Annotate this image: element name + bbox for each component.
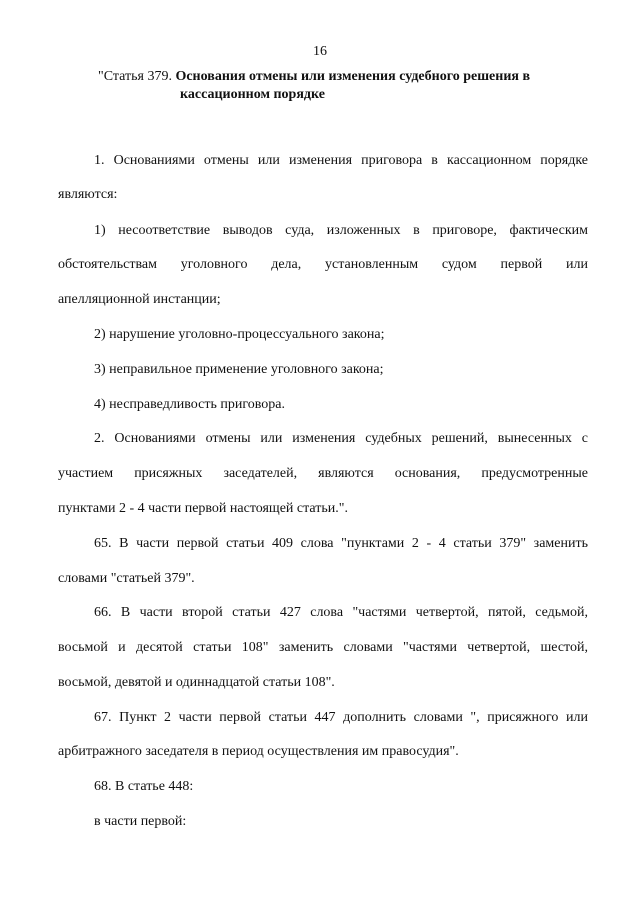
article-heading: [98, 68, 598, 104]
text-line: 1) несоответствие выводов суда, изложенных в приговоре, фактическим: [94, 223, 588, 238]
page-number: 16: [313, 44, 327, 59]
text-line: арбитражного заседателя в период осуществления им правосудия".: [58, 744, 459, 759]
text-line: являются:: [58, 187, 118, 202]
text-line: 2) нарушение уголовно-процессуального закона;: [94, 327, 385, 342]
article-title-line-1: Основания отмены или изменения судебного решения в: [175, 69, 531, 84]
text-line: 4) несправедливость приговора.: [94, 397, 285, 412]
text-line: 65. В части первой статьи 409 слова "пунктами 2 - 4 статьи 379" заменить: [94, 536, 588, 551]
text-line: 68. В статье 448:: [94, 779, 194, 794]
text-line: восьмой и десятой статьи 108" заменить словами "частями четвертой, шестой,: [58, 640, 588, 655]
text-line: участием присяжных заседателей, являются основания, предусмотренные: [58, 466, 588, 481]
article-title-line-2: кассационном порядке: [180, 87, 325, 102]
article-number: "Статья 379.: [98, 69, 172, 84]
text-line: 2. Основаниями отмены или изменения судебных решений, вынесенных с: [94, 431, 588, 446]
text-line: пунктами 2 - 4 части первой настоящей статьи.".: [58, 501, 348, 516]
text-line: 67. Пункт 2 части первой статьи 447 дополнить словами ", присяжного или: [94, 710, 588, 725]
text-line: 1. Основаниями отмены или изменения приговора в кассационном порядке: [94, 153, 588, 168]
text-line: в части первой:: [94, 814, 187, 829]
text-line: обстоятельствам уголовного дела, установленным судом первой или: [58, 257, 588, 272]
text-line: словами "статьей 379".: [58, 571, 195, 586]
text-line: 3) неправильное применение уголовного закона;: [94, 362, 384, 377]
text-line: апелляционной инстанции;: [58, 292, 221, 307]
text-line: 66. В части второй статьи 427 слова "частями четвертой, пятой, седьмой,: [94, 605, 588, 620]
text-line: восьмой, девятой и одиннадцатой статьи 108".: [58, 675, 335, 690]
